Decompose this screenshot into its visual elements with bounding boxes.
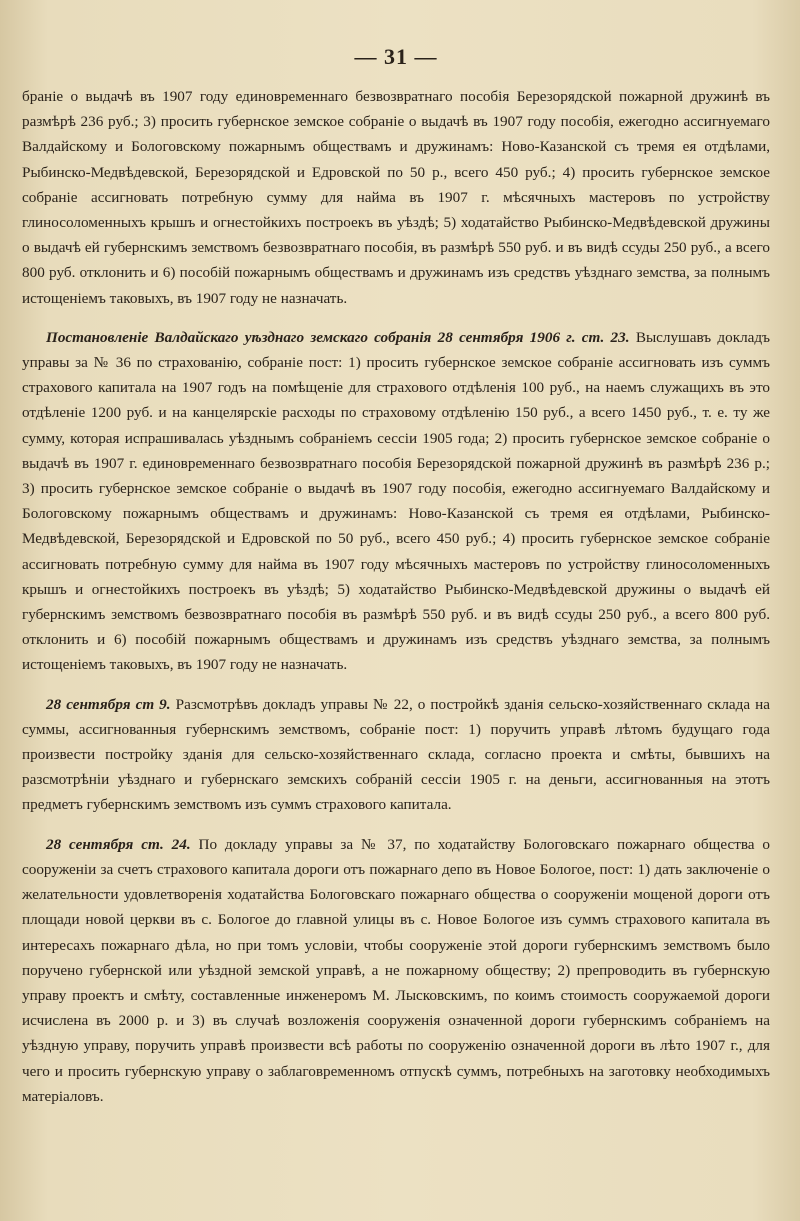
paragraph-article-24 <box>22 832 770 1109</box>
page-number: — 31 — <box>354 44 438 69</box>
paragraph-resolution <box>22 325 770 678</box>
paragraph-text: По докладу управы за № 37, по ходатайству Бологовскаго пожарнаго общества о сооруженіи за счетъ страхового капитала дороги отъ пожарнаго депо въ Новое Бологое, пост: 1) дать заключеніе о желательности удовлетворенія ходатайства Бологовскаго пожарнаго общества о сооруженіи мощеной дороги отъ площади новой церкви въ с. Бологое до главной улицы въ с. Новое Бологое изъ суммъ страхового капитала въ интересахъ пожарнаго дѣла, но при томъ условіи, чтобы сооруженіе этой дороги губернскимъ земствомъ было поручено губернской или уѣздной земской управѣ, а не пожарному обществу; 2) препроводить въ губернскую управу проектъ и смѣту, составленные инженеромъ М. Лысковскимъ, по коимъ стоимость сооружаемой дороги исчислена въ 2000 р. и 3) въ случаѣ возложенія сооруженія означенной дороги губернскимъ собраніемъ на уѣздную управу, поручить управѣ произвести всѣ работы по сооруженію означенной дороги въ лѣто 1907 г., для чего и просить губернскую управу о заблаговременномъ отпускѣ суммъ, потребныхъ на заготовку необходимыхъ матеріаловъ. <box>22 835 770 1105</box>
paragraph-article-9 <box>22 692 770 818</box>
paragraph-text: Выслушавъ докладъ управы за № 36 по страхованію, собраніе пост: 1) просить губернское земское собраніе ассигновать изъ суммъ страхового капитала на 1907 годъ на помѣщеніе для страхового отдѣленія 100 руб., на наемъ служащихъ въ это отдѣленіе 1200 руб. и на канцелярскіе расходы по страховому отдѣленію 150 руб., а всего 1450 руб., т. е. ту же сумму, которая испрашивалась уѣзднымъ собраніемъ сессіи 1905 года; 2) просить губернское земское собраніе о выдачѣ въ 1907 г. единовременнаго безвозвратнаго пособія Березорядской пожарной дружинѣ въ размѣрѣ 236 р.; 3) просить губернское земское собраніе о выдачѣ въ 1907 году пособія, ежегодно ассигнуемаго Валдайскому и Бологовскому пожарнымъ обществамъ и дружинамъ: Ново-Казанской съ тремя ея отдѣлами, Рыбинско-Медвѣдевской, Березорядской и Едровской по 50 руб., всего 450 руб.; 4) просить губернское земское собраніе ассигновать потребную сумму для найма въ 1907 году мѣсячныхъ мастеровъ по устройству глиносоломенныхъ крышъ и огнестойкихъ построекъ въ уѣздѣ; 5) ходатайство Рыбинско-Медвѣдевской дружины о выдачѣ ей губернскимъ земствомъ безвозвратнаго пособія въ размѣрѣ 550 руб. и въ видѣ ссуды 250 руб., а всего 800 руб. отклонить и 6) пособій пожарнымъ обществамъ и дружинамъ изъ средствъ уѣзднаго земства, за полнымъ истощеніемъ таковыхъ, въ 1907 году не назначать. <box>22 328 770 674</box>
paragraph-text: браніе о выдачѣ въ 1907 году единовременнаго безвозвратнаго пособія Березорядской пожарной дружинѣ въ размѣрѣ 236 руб.; 3) просить губернское земское собраніе о выдачѣ въ 1907 году пособія, ежегодно ассигнуемаго Валдайскому и Бологовскому пожарнымъ обществамъ и дружинамъ: Ново-Казанской съ тремя ея отдѣлами, Рыбинско-Медвѣдевской, Березорядской и Едровской по 50 р., всего 450 руб.; 4) просить губернское земское собраніе ассигновать потребную сумму для найма въ 1907 г. мѣсячныхъ мастеровъ по устройству глиносоломенныхъ крышъ и огнестойкихъ построекъ въ уѣздѣ; 5) ходатайство Рыбинско-Медвѣдевской дружины о выдачѣ ей губернскимъ земствомъ безвозвратнаго пособія, въ размѣрѣ 550 руб. и въ видѣ ссуды 250 руб., а всего 800 руб. отклонить и 6) пособій пожарнымъ обществамъ и дружинамъ изъ средствъ уѣзднаго земства, за полнымъ истощеніемъ таковыхъ, въ 1907 году не назначать. <box>22 88 770 307</box>
paragraph-continuation <box>22 84 770 311</box>
paragraph-text: Разсмотрѣвъ докладъ управы № 22, о постройкѣ зданія сельско-хозяйственнаго склада на суммы, ассигнованныя губернскимъ земствомъ, собраніе пост: 1) поручить управѣ лѣтомъ будущаго года произвести постройку зданія для сельско-хозяйственнаго склада, согласно проекта и смѣты, бывшихъ на разсмотрѣніи уѣзднаго и губернскаго земскихъ собраній сессіи 1905 г. на деньги, ассигнованныя на этотъ предметъ губернскимъ земствомъ изъ суммъ страхового капитала. <box>22 695 771 814</box>
paragraph-heading: 28 сентября ст 9. <box>46 695 171 713</box>
paragraph-heading: Постановленіе Валдайскаго уѣзднаго земскаго собранія 28 сентября 1906 г. ст. 23. <box>46 328 630 346</box>
paragraph-heading: 28 сентября ст. 24. <box>46 835 191 853</box>
